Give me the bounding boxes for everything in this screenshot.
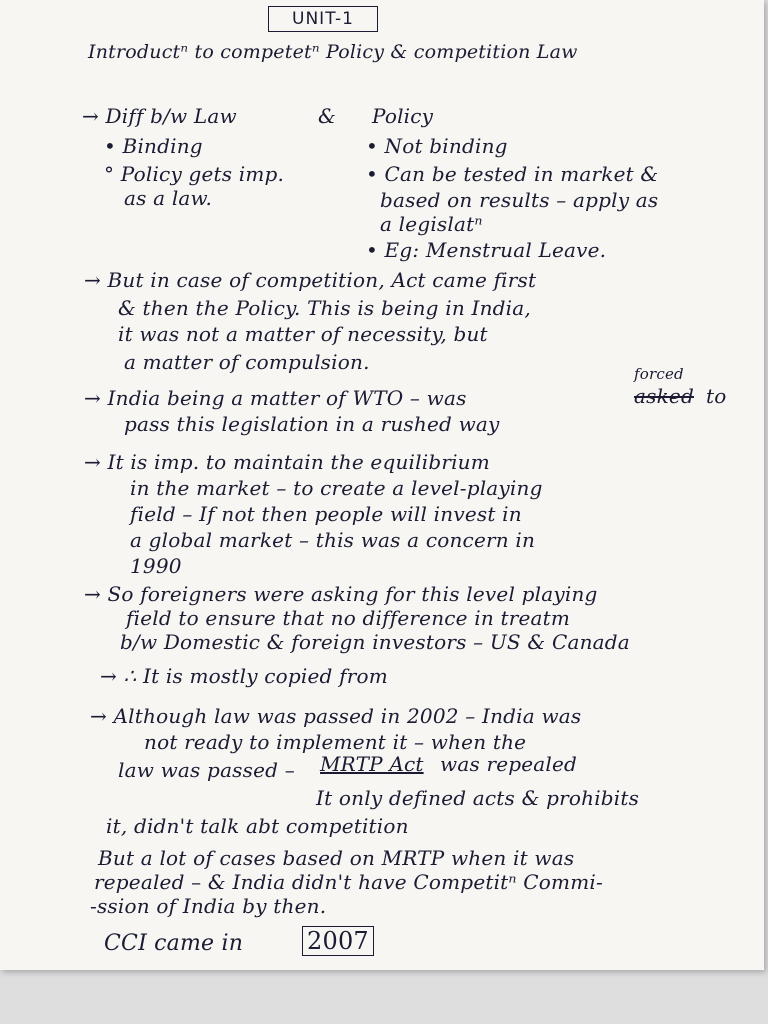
para2-line1: → India being a matter of WTO – was	[84, 386, 467, 410]
mrtp-act-label: MRTP Act	[320, 752, 424, 776]
final-line6: But a lot of cases based on MRTP when it was	[98, 846, 575, 870]
diff-heading: → Diff b/w Law	[82, 104, 237, 128]
law-point-binding: • Binding	[104, 134, 203, 158]
diff-ampersand: &	[318, 104, 337, 128]
final-line2: not ready to implement it – when the	[144, 730, 527, 754]
policy-point-legislation: a legislatⁿ	[380, 212, 483, 236]
para2-insert-forced: forced	[634, 365, 684, 383]
policy-point-not-binding: • Not binding	[366, 134, 508, 158]
para4-line3: b/w Domestic & foreign investors – US & Canada	[120, 630, 630, 654]
final-line3-start: law was passed –	[118, 758, 295, 782]
law-point-policy: ° Policy gets imp.	[104, 162, 285, 186]
para3-line4: a global market – this was a concern in	[130, 528, 536, 552]
para1-line3: it was not a matter of necessity, but	[118, 322, 488, 346]
final-line4: It only defined acts & prohibits	[316, 786, 640, 810]
para3-line1: → It is imp. to maintain the equilibrium	[84, 450, 490, 474]
para3-line2: in the market – to create a level-playing	[130, 476, 543, 500]
unit-heading-box	[268, 6, 378, 32]
para4-line1: → So foreigners were asking for this level playing	[84, 582, 598, 606]
cci-line: CCI came in	[104, 931, 244, 956]
policy-point-results: based on results – apply as	[380, 188, 659, 212]
para1-line2: & then the Policy. This is being in India,	[118, 296, 531, 320]
para1-line1: → But in case of competition, Act came first	[84, 268, 537, 292]
policy-heading: Policy	[372, 104, 434, 128]
unit-heading: UNIT-1	[292, 9, 354, 29]
page-title: Introductⁿ to competetⁿ Policy & competition Law	[88, 41, 578, 63]
para2-struck-asked: asked	[634, 384, 694, 408]
para2-line2: pass this legislation in a rushed way	[124, 412, 500, 436]
law-point-as-law: as a law.	[124, 186, 213, 210]
final-line5: it, didn't talk abt competition	[106, 814, 409, 838]
para3-line3: field – If not then people will invest in	[130, 502, 522, 526]
policy-point-example: • Eg: Menstrual Leave.	[366, 238, 607, 262]
final-line7: repealed – & India didn't have Competitⁿ Commi-	[94, 870, 603, 894]
para3-line5: 1990	[130, 554, 182, 578]
final-line1: → Although law was passed in 2002 – India was	[90, 704, 582, 728]
final-line8: -ssion of India by then.	[90, 894, 327, 918]
policy-point-tested: • Can be tested in market &	[366, 162, 659, 186]
para1-line4: a matter of compulsion.	[124, 350, 370, 374]
para2-to: to	[706, 384, 727, 408]
para5-line1: → ∴ It is mostly copied from	[100, 664, 388, 688]
final-line3-end: was repealed	[440, 752, 578, 776]
cci-year-box: 2007	[302, 926, 374, 956]
para4-line2: field to ensure that no difference in treatm	[126, 606, 571, 630]
